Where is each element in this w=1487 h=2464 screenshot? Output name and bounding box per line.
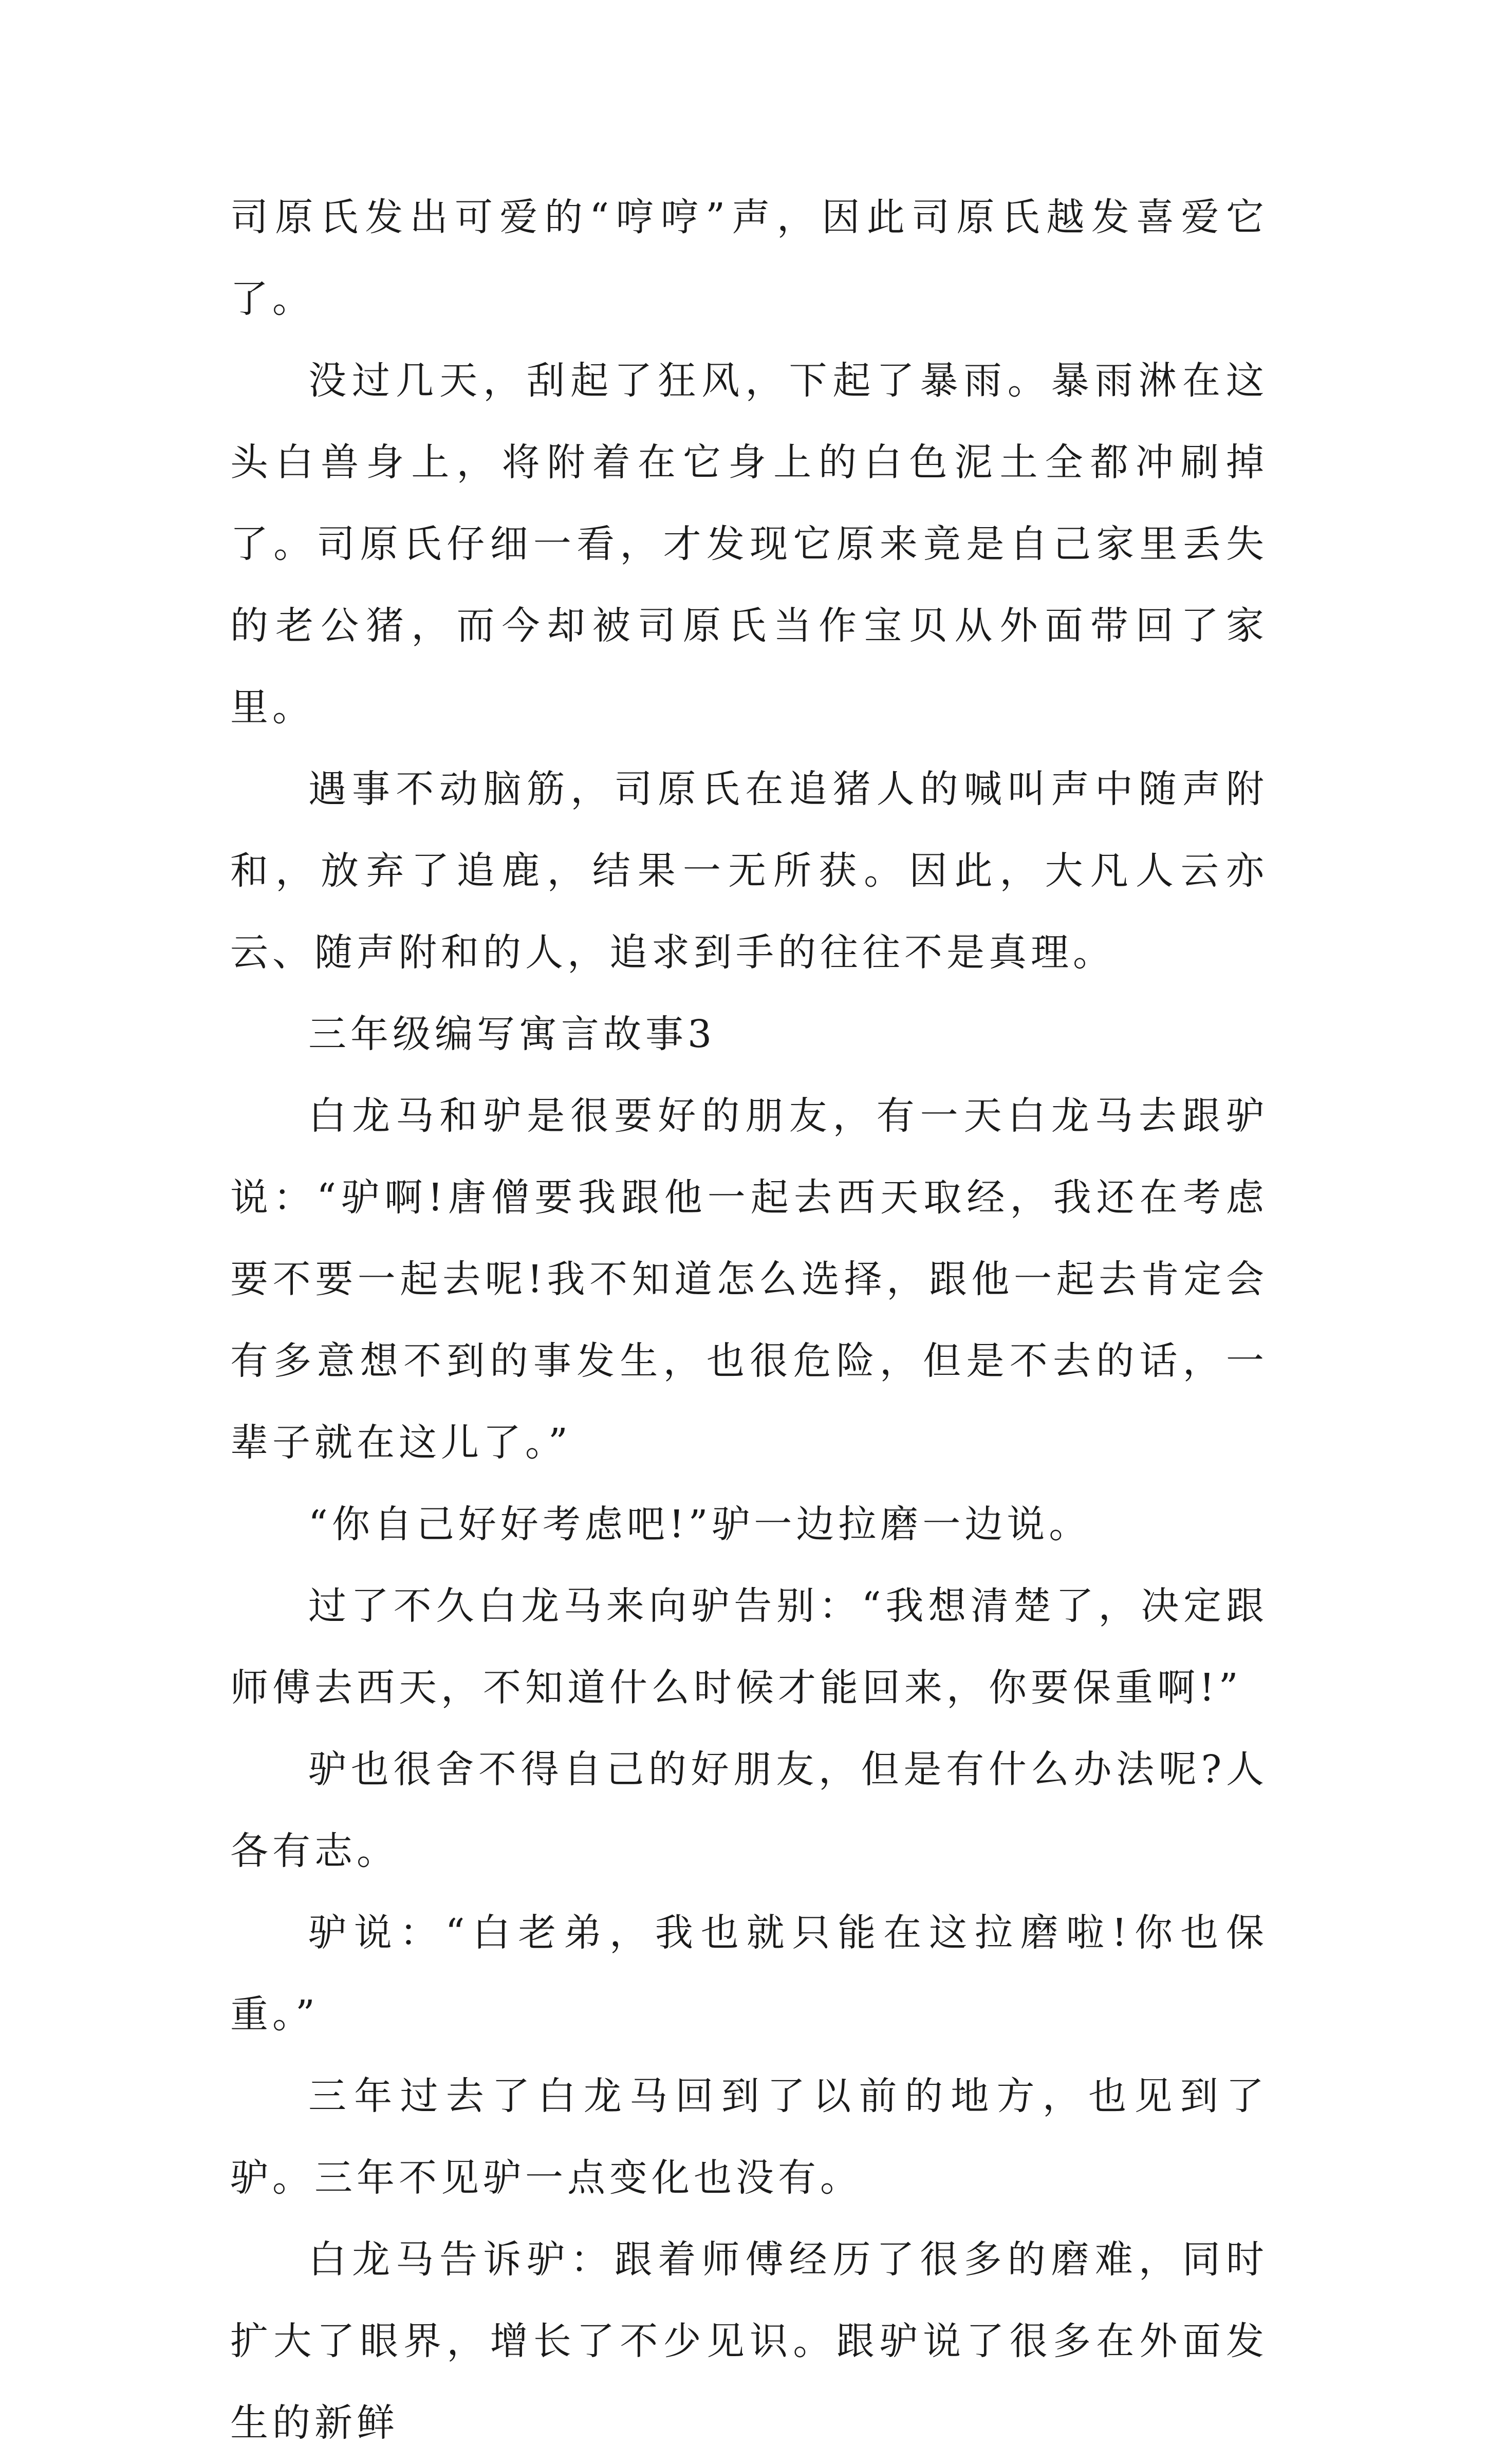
paragraph-6: “你自己好好考虑吧!”驴一边拉磨一边说。 — [308, 1502, 1091, 1546]
paragraph-9: 驴说：“白老弟，我也就只能在这拉磨啦!你也保重。” — [230, 1911, 1268, 2037]
paragraph-10: 三年过去了白龙马回到了以前的地方，也见到了驴。三年不见驴一点变化也没有。 — [230, 2074, 1268, 2200]
paragraph-1: 司原氏发出可爱的“哼哼”声，因此司原氏越发喜爱它了。 — [230, 195, 1268, 321]
paragraph-7: 过了不久白龙马来向驴告别：“我想清楚了，决定跟师傅去西天，不知道什么时候才能回来，你要保重啊!” — [230, 1584, 1268, 1710]
section-heading: 三年级编写寓言故事3 — [308, 1012, 716, 1056]
paragraph-5: 白龙马和驴是很要好的朋友，有一天白龙马去跟驴说：“驴啊!唐僧要我跟他一起去西天取经，我还在考虑要不要一起去呢!我不知道怎么选择，跟他一起去肯定会有多意想不到的事发生，也很危险，但是不去的话，一辈子就在这儿了。” — [230, 1094, 1268, 1465]
document-body — [230, 177, 1268, 2464]
paragraph-11: 白龙马告诉驴：跟着师傅经历了很多的磨难，同时扩大了眼界，增长了不少见识。跟驴说了很多在外面发生的新鲜 — [230, 2237, 1268, 2445]
paragraph-2: 没过几天，刮起了狂风，下起了暴雨。暴雨淋在这头白兽身上，将附着在它身上的白色泥土全都冲刷掉了。司原氏仔细一看，才发现它原来竟是自己家里丢失的老公猪，而今却被司原氏当作宝贝从外面带回了家里。 — [230, 359, 1268, 730]
paragraph-8: 驴也很舍不得自己的好朋友，但是有什么办法呢?人各有志。 — [230, 1747, 1268, 1873]
paragraph-3: 遇事不动脑筋，司原氏在追猪人的喊叫声中随声附和，放弃了追鹿，结果一无所获。因此，大凡人云亦云、随声附和的人，追求到手的往往不是真理。 — [230, 767, 1268, 975]
